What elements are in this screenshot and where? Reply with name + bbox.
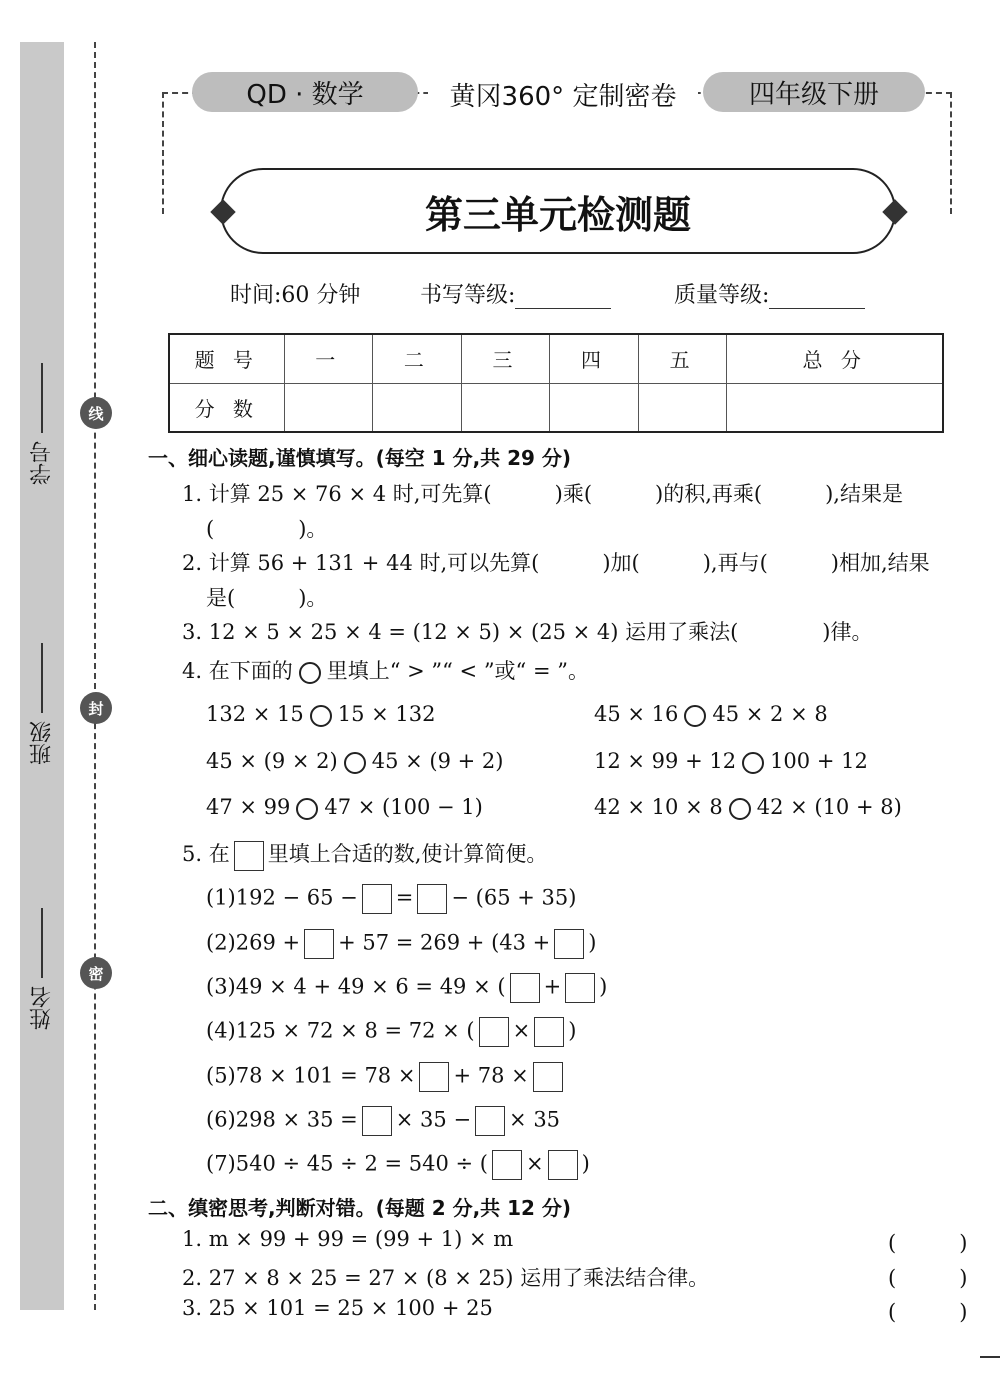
answer-box[interactable]	[510, 973, 540, 1003]
compare-circle[interactable]	[344, 752, 366, 774]
grade-tag: 四年级下册	[703, 72, 925, 112]
q1-line2: ( )。	[206, 517, 328, 541]
q4-instruction: 4. 在下面的 里填上“ > ”“ < ”或“ = ”。	[182, 659, 589, 683]
section1-title: 一、细心读题,谨慎填写。(每空 1 分,共 29 分)	[148, 446, 572, 470]
score-cell-total[interactable]	[727, 383, 943, 432]
compare-circle[interactable]	[310, 705, 332, 727]
col-2: 二	[373, 334, 462, 383]
score-cell-2[interactable]	[373, 383, 462, 432]
page-title: 第三单元检测题	[220, 168, 896, 254]
page-edge-mark	[980, 1356, 1000, 1358]
q2-line2: 是( )。	[206, 586, 328, 610]
seal-mi: 密	[80, 957, 112, 989]
answer-box[interactable]	[534, 1017, 564, 1047]
answer-box[interactable]	[419, 1062, 449, 1092]
col-4: 四	[550, 334, 639, 383]
answer-box[interactable]	[554, 929, 584, 959]
q4-item: 45 × (9 × 2) 45 × (9 + 2)	[206, 749, 504, 773]
q5-item: (4)125 × 72 × 8 = 72 × ( × )	[206, 1017, 576, 1047]
quality-grade[interactable]: 质量等级:	[674, 278, 865, 309]
score-cell-5[interactable]	[638, 383, 727, 432]
name-label: 姓名	[29, 986, 55, 1030]
score-table	[168, 333, 944, 433]
q4-item: 45 × 16 45 × 2 × 8	[594, 702, 828, 726]
q4-item: 132 × 15 15 × 132	[206, 702, 436, 726]
col-total: 总 分	[727, 334, 943, 383]
q5-item: (7)540 ÷ 45 ÷ 2 = 540 ÷ ( × )	[206, 1150, 590, 1180]
series-name: 黄冈360° 定制密卷	[428, 74, 698, 114]
seal-feng: 封	[80, 692, 112, 724]
answer-box[interactable]	[565, 973, 595, 1003]
q1-line1: 1. 计算 25 × 76 × 4 时,可先算( )乘( )的积,再乘( ),结果是	[182, 482, 903, 506]
judge-answer[interactable]: ( )	[888, 1300, 968, 1324]
row-label-cell: 分 数	[169, 383, 284, 432]
q5-item: (6)298 × 35 = × 35 − × 35	[206, 1106, 560, 1136]
q5-item: (2)269 + + 57 = 269 + (43 + )	[206, 929, 596, 959]
circle-icon	[299, 662, 321, 684]
col-1: 一	[284, 334, 373, 383]
header-label-cell: 题 号	[169, 334, 284, 383]
q5-item: (5)78 × 101 = 78 × + 78 ×	[206, 1062, 567, 1092]
q4-item: 12 × 99 + 12 100 + 12	[594, 749, 868, 773]
judge-answer[interactable]: ( )	[888, 1266, 968, 1290]
student-id-field[interactable]	[24, 285, 60, 485]
compare-circle[interactable]	[684, 705, 706, 727]
score-cell-1[interactable]	[284, 383, 373, 432]
answer-box[interactable]	[533, 1062, 563, 1092]
answer-box[interactable]	[479, 1017, 509, 1047]
answer-box[interactable]	[548, 1150, 578, 1180]
answer-box[interactable]	[362, 1106, 392, 1136]
score-table-header-row	[169, 334, 943, 383]
judge-item: 1. m × 99 + 99 = (99 + 1) × m	[182, 1227, 514, 1251]
class-field[interactable]	[24, 565, 60, 765]
compare-circle[interactable]	[742, 752, 764, 774]
score-cell-3[interactable]	[461, 383, 550, 432]
writing-grade-blank[interactable]	[515, 289, 611, 309]
binding-cut-line	[94, 42, 96, 1310]
writing-grade[interactable]: 书写等级:	[420, 278, 611, 309]
answer-box[interactable]	[417, 884, 447, 914]
q4-item: 47 × 99 47 × (100 − 1)	[206, 795, 483, 819]
judge-item: 3. 25 × 101 = 25 × 100 + 25	[182, 1296, 493, 1320]
col-3: 三	[461, 334, 550, 383]
score-table-score-row	[169, 383, 943, 432]
box-icon	[234, 841, 264, 871]
subject-tag: QD · 数学	[192, 72, 418, 112]
col-5: 五	[638, 334, 727, 383]
student-id-label: 学号	[29, 441, 55, 485]
class-label: 班级	[29, 721, 55, 765]
answer-box[interactable]	[304, 929, 334, 959]
judge-answer[interactable]: ( )	[888, 1231, 968, 1255]
q3: 3. 12 × 5 × 25 × 4 = (12 × 5) × (25 × 4) 运用了乘法( )律。	[182, 620, 873, 644]
section2-title: 二、缜密思考,判断对错。(每题 2 分,共 12 分)	[148, 1196, 572, 1220]
q5-instruction: 5. 在 里填上合适的数,使计算简便。	[182, 838, 547, 871]
time-limit: 时间:60 分钟	[230, 283, 361, 308]
q5-item: (3)49 × 4 + 49 × 6 = 49 × ( + )	[206, 973, 607, 1003]
compare-circle[interactable]	[729, 798, 751, 820]
compare-circle[interactable]	[296, 798, 318, 820]
judge-item: 2. 27 × 8 × 25 = 27 × (8 × 25) 运用了乘法结合律。	[182, 1266, 710, 1290]
q2-line1: 2. 计算 56 + 131 + 44 时,可以先算( )加( ),再与( )相加,结果	[182, 551, 930, 575]
answer-box[interactable]	[475, 1106, 505, 1136]
seal-xian: 线	[80, 397, 112, 429]
quality-grade-blank[interactable]	[769, 289, 865, 309]
q4-item: 42 × 10 × 8 42 × (10 + 8)	[594, 795, 902, 819]
score-cell-4[interactable]	[550, 383, 639, 432]
q5-item: (1)192 − 65 − = − (65 + 35)	[206, 884, 576, 914]
answer-box[interactable]	[362, 884, 392, 914]
answer-box[interactable]	[492, 1150, 522, 1180]
name-field[interactable]	[24, 830, 60, 1030]
